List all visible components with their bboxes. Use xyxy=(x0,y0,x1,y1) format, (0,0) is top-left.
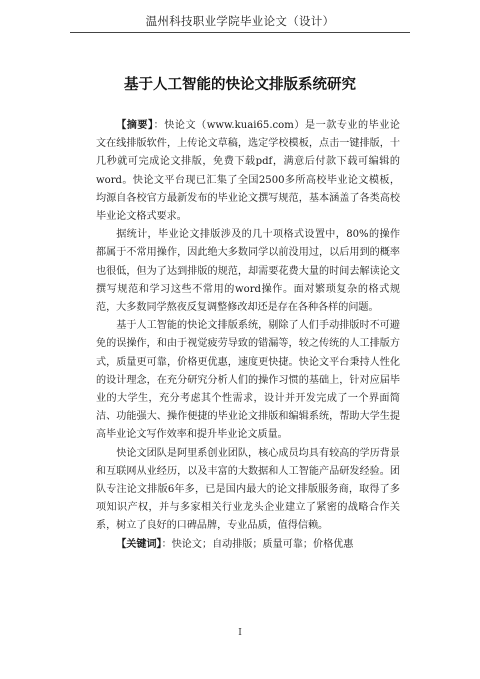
page-title: 基于人工智能的快论文排版系统研究 xyxy=(124,77,356,93)
body-paragraph-1: 据统计，毕业论文排版涉及的几十项格式设置中，80%的操作都属于不常用操作，因此绝大多数同学以前没用过，以后用到的概率也很低，但为了达到排版的规范，却需要花费大量的时间去解读论文撰写规范和学习这些不常用的word操作。面对繁琐复杂的格式规范，大多数同学熬夜反复调整修改却还是存在各种各样的问题。 xyxy=(96,229,400,314)
body-paragraph-2: 基于人工智能的快论文排版系统，剔除了人们手动排版时不可避免的误操作，和由于视觉疲劳导致的错漏等，较之传统的人工排版方式，质量更可靠，价格更优惠，速度更快捷。快论文平台秉持人性化的设计理念，在充分研究分析人们的操作习惯的基础上，针对应届毕业的大学生，充分考虑其个性需求，设计并开发完成了一个界面简洁、功能强大、操作便捷的毕业论文排版和编辑系统，帮助大学生提高毕业论文写作效率和提升毕业论文质量。 xyxy=(96,320,400,441)
abstract-label: 【摘要】 xyxy=(116,120,154,131)
abstract-text: ：快论文（www.kuai65.com）是一款专业的毕业论文在线排版软件，上传论文草稿，选定学校模板，点击一键排版，十几秒就可完成论文排版，免费下载pdf，满意后付款下载可编辑的word。快论文平台现已汇集了全国2500多所高校毕业论文模板，均源自各校官方最新发布的毕业论文撰写规范，基本涵盖了各类高校毕业论文格式要求。 xyxy=(96,120,400,223)
abstract-paragraph xyxy=(96,117,400,226)
header-rule xyxy=(70,32,410,33)
keywords-text: ：快论文；自动排版；质量可靠；价格优惠 xyxy=(161,538,354,550)
body-paragraph-3: 快论文团队是阿里系创业团队，核心成员均具有较高的学历背景和互联网从业经历，以及丰富的大数据和人工智能产品研发经验。团队专注论文排版6年多，已是国内最大的论文排版服务商，取得了多项知识产权，并与多家相关行业龙头企业建立了紧密的战略合作关系，树立了良好的口碑品牌，专业品质，值得信赖。 xyxy=(96,447,400,532)
body-text xyxy=(96,117,400,554)
page-number: I xyxy=(238,628,242,638)
keywords-paragraph xyxy=(96,536,400,554)
keywords-label: 【关键词】 xyxy=(116,538,162,550)
running-header: 温州科技职业学院毕业论文（设计） xyxy=(145,14,335,28)
